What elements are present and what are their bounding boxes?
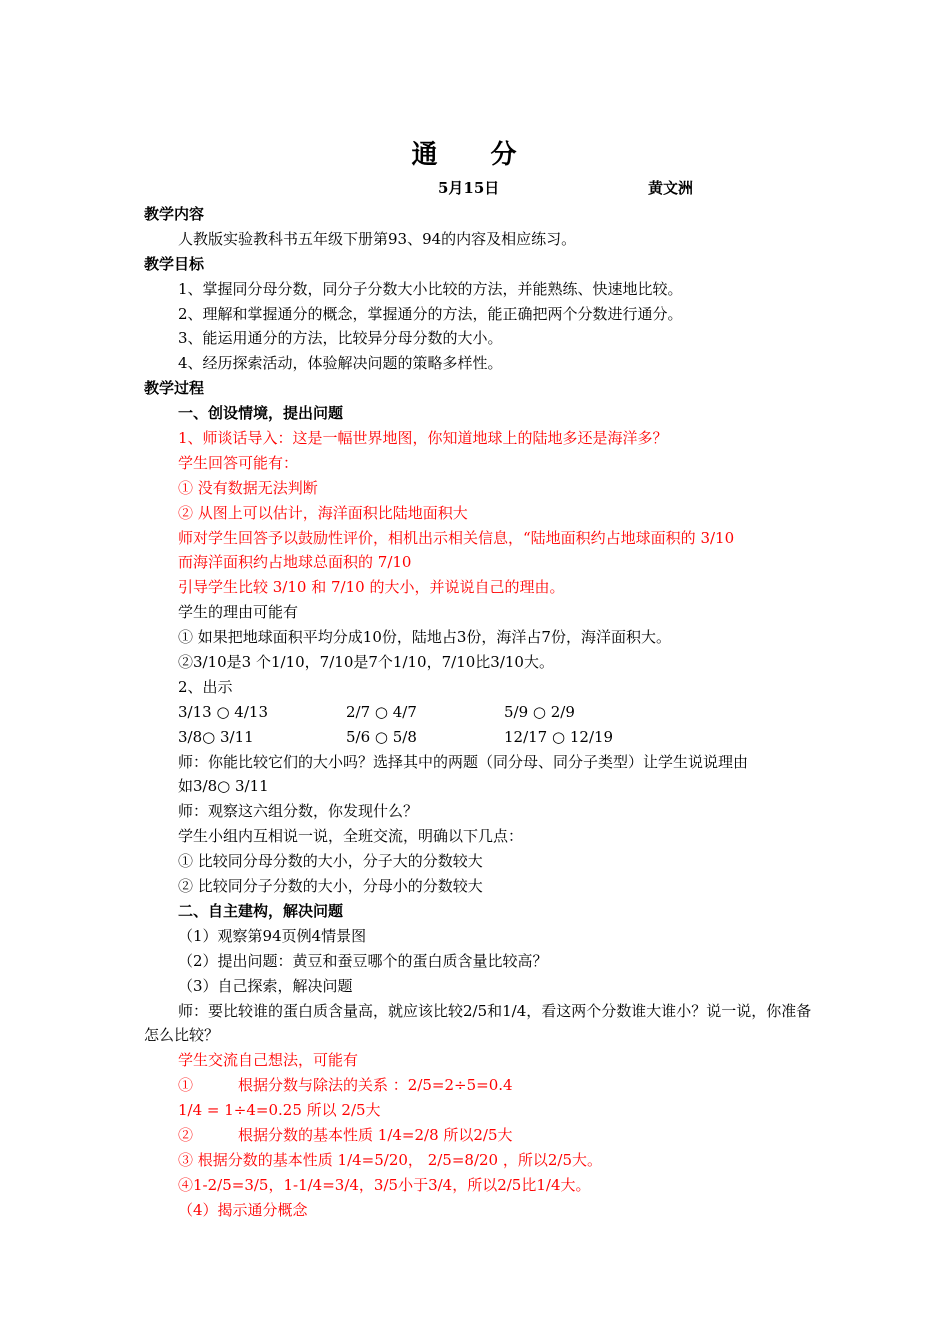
process-line: 学生小组内互相说一说，全班交流，明确以下几点： xyxy=(178,827,524,846)
process-line: （1）观察第94页例4情景图 xyxy=(178,926,367,945)
process-line: ④1-2/5=3/5，1-1/4=3/4，3/5小于3/4，所以2/5比1/4大。 xyxy=(178,1175,591,1194)
process-line: 如3/8○ 3/11 xyxy=(178,777,269,796)
comparison-item: 12/17 ○ 12/19 xyxy=(504,727,614,746)
page-title: 通 分 xyxy=(411,140,539,170)
document-body xyxy=(144,202,824,1223)
comparison-item: 5/6 ○ 5/8 xyxy=(346,727,417,746)
process-line: ② 根据分数的基本性质 1/4=2/8 所以2/5大 xyxy=(178,1125,513,1144)
process-line: （4）揭示通分概念 xyxy=(178,1200,308,1219)
goal-item: 2、理解和掌握通分的概念，掌握通分的方法，能正确把两个分数进行通分。 xyxy=(178,304,683,323)
goal-item: 3、能运用通分的方法，比较异分母分数的大小。 xyxy=(178,329,503,348)
process-line: 2、出示 xyxy=(178,677,233,696)
goal-item: 1、掌握同分母分数，同分子分数大小比较的方法，并能熟练、快速地比较。 xyxy=(178,279,683,298)
section-heading-content: 教学内容 xyxy=(144,205,205,223)
comparison-item: 3/13 ○ 4/13 xyxy=(178,702,268,721)
process-line: ① 如果把地球面积平均分成10份，陆地占3份，海洋占7份，海洋面积大。 xyxy=(178,628,671,647)
comparison-item: 2/7 ○ 4/7 xyxy=(346,702,417,721)
process-line: 师：你能比较它们的大小吗？选择其中的两题（同分母、同分子类型）让学生说说理由 xyxy=(178,752,749,771)
process-line: ① 根据分数与除法的关系 ：2/5=2÷5=0.4 xyxy=(178,1076,513,1095)
process-line: 引导学生比较 3/10 和 7/10 的大小，并说说自己的理由。 xyxy=(178,578,565,597)
section-heading-goals: 教学目标 xyxy=(144,254,205,273)
author-name: 黄文洲 xyxy=(648,179,694,197)
process-line: 师：观察这六组分数，你发现什么？ xyxy=(178,802,419,821)
lesson-date: 5月15日 xyxy=(438,179,500,197)
content-paragraph: 人教版实验教科书五年级下册第93、94的内容及相应练习。 xyxy=(178,229,577,248)
process-line: （3）自己探索，解决问题 xyxy=(178,976,353,995)
process-line: ① 比较同分母分数的大小，分子大的分数较大 xyxy=(178,852,483,871)
comparison-row xyxy=(144,700,824,725)
process-line: ②3/10是3 个1/10，7/10是7个1/10，7/10比3/10大。 xyxy=(178,653,554,672)
process-line: 师对学生回答予以鼓励性评价，相机出示相关信息，“陆地面积约占地球面积的 3/10 xyxy=(178,528,735,547)
process-line: 学生交流自己想法，可能有 xyxy=(178,1051,359,1070)
subsection-heading-2: 二、自主建构，解决问题 xyxy=(178,901,344,920)
subsection-heading-1: 一、创设情境，提出问题 xyxy=(178,404,344,423)
section-heading-process: 教学过程 xyxy=(144,379,205,398)
process-line: 而海洋面积约占地球总面积的 7/10 xyxy=(178,553,412,572)
process-line: 学生回答可能有： xyxy=(178,453,299,472)
process-line: 学生的理由可能有 xyxy=(178,603,299,622)
comparison-row xyxy=(144,725,824,750)
process-line: ③ 根据分数的基本性质 1/4=5/20， 2/5=8/20 ，所以2/5大。 xyxy=(178,1150,603,1169)
comparison-item: 3/8○ 3/11 xyxy=(178,727,254,746)
process-line: ② 比较同分子分数的大小，分母小的分数较大 xyxy=(178,877,483,896)
process-paragraph: 师：要比较谁的蛋白质含量高，就应该比较2/5和1/4，看这两个分数谁大谁小？说一说，你准备怎么比较？ xyxy=(144,1001,812,1045)
process-line: 1/4 = 1÷4=0.25 所以 2/5大 xyxy=(178,1101,381,1120)
process-line: （2）提出问题：黄豆和蚕豆哪个的蛋白质含量比较高？ xyxy=(178,951,548,970)
process-line: 1、师谈话导入：这是一幅世界地图，你知道地球上的陆地多还是海洋多？ xyxy=(178,429,668,448)
process-line: ① 没有数据无法判断 xyxy=(178,478,318,497)
process-line: ② 从图上可以估计，海洋面积比陆地面积大 xyxy=(178,503,468,522)
goal-item: 4、经历探索活动，体验解决问题的策略多样性。 xyxy=(178,354,503,373)
comparison-item: 5/9 ○ 2/9 xyxy=(504,702,575,721)
